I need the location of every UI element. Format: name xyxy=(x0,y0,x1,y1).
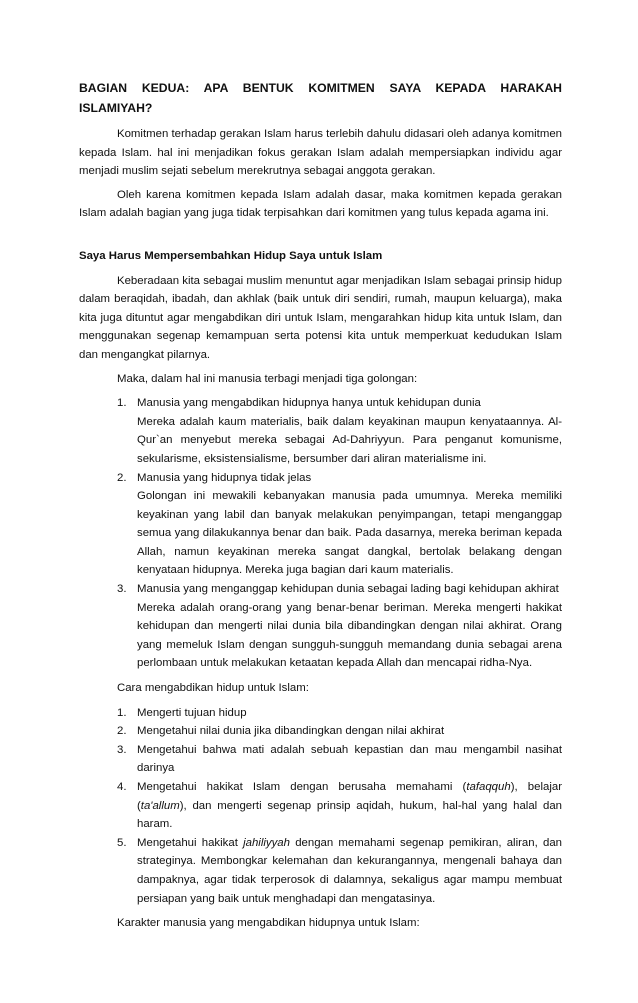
list-number: 2. xyxy=(117,471,127,484)
chapter-title: BAGIAN KEDUA: APA BENTUK KOMITMEN SAYA KEPADA HARAKAH ISLAMIYAH? xyxy=(79,81,562,115)
group-description: Mereka adalah kaum materialis, baik dalam keyakinan maupun kenyataannya. Al-Qur`an menyebut mereka sebagai Ad-Dahriyyun. Para penganut komunisme, sekularisme, eksistensialisme, bersumber dari aliran materialisme ini. xyxy=(137,415,562,465)
list-number: 1. xyxy=(117,706,127,719)
list-item xyxy=(79,778,562,834)
groups-list xyxy=(79,394,562,673)
way-text: Mengerti tujuan hidup xyxy=(137,706,247,719)
way-text-part: Mengetahui hakikat Islam dengan berusaha memahami ( xyxy=(137,781,467,793)
list-item xyxy=(79,704,562,723)
intro-paragraph-2: Oleh karena komitmen kepada Islam adalah dasar, maka komitmen kepada gerakan Islam adalah bagian yang juga tidak terpisahkan dari komitmen yang tulus kepada agama ini. xyxy=(79,188,562,220)
group-title: Manusia yang hidupnya tidak jelas xyxy=(137,471,312,484)
term-jahiliyyah: jahiliyyah xyxy=(243,836,290,849)
ways-lead: Cara mengabdikan hidup untuk Islam: xyxy=(117,682,309,695)
list-item xyxy=(79,722,562,741)
section-heading: Saya Harus Mempersembahkan Hidup Saya untuk Islam xyxy=(79,249,383,262)
group-description: Mereka adalah orang-orang yang benar-benar beriman. Mereka mengerti hakikat kehidupan dan mengerti nilai dunia bila dibandingkan dengan nilai akhirat. Orang yang memeluk Islam dengan sungguh-sungguh memandang dunia sebagai arena perlombaan untuk melakukan ketaatan kepada Allah dan mencapai ridha-Nya. xyxy=(137,601,562,670)
list-item xyxy=(79,469,562,581)
groups-lead: Maka, dalam hal ini manusia terbagi menjadi tiga golongan: xyxy=(117,372,418,385)
group-title: Manusia yang menganggap kehidupan dunia sebagai lading bagi kehidupan akhirat xyxy=(137,583,559,596)
list-item xyxy=(79,394,562,468)
list-number: 3. xyxy=(117,743,127,756)
way-text-part: ), dan mengerti segenap prinsip aqidah, hukum, hal-hal yang halal dan haram. xyxy=(137,799,562,831)
intro-paragraph-1: Komitmen terhadap gerakan Islam harus terlebih dahulu didasari oleh adanya komitmen kepada Islam. hal ini menjadikan fokus gerakan Islam adalah mempersiapkan individu agar menjadi muslim sejati sebelum merekrutnya sebagai anggota gerakan. xyxy=(79,128,562,178)
list-number: 2. xyxy=(117,725,127,738)
list-number: 5. xyxy=(117,836,127,849)
list-item xyxy=(79,580,562,673)
way-text: Mengetahui bahwa mati adalah sebuah kepastian dan mau mengambil nasihat darinya xyxy=(137,743,562,775)
list-number: 4. xyxy=(117,781,127,793)
list-item xyxy=(79,834,562,908)
group-description: Golongan ini mewakili kebanyakan manusia pada umumnya. Mereka memiliki keyakinan yang labil dan banyak melakukan penyimpangan, tetapi menganggap semua yang dilakukannya benar dan baik. Pada dasarnya, mereka beriman kepada Allah, namun keyakinan mereka sangat dangkal, bertolak belakang dengan kenyataan hidupnya. Mereka juga bagian dari kaum materialis. xyxy=(137,490,562,577)
way-text-part: dengan memahami segenap pemikiran, aliran, dan strateginya. Membongkar kelemahan dan kekurangannya, mengenali bahaya dan dampaknya, agar tidak terperosok di dalamnya, sekaligus agar mampu membuat persiapan yang baik untuk menghadapi dan mengatasinya. xyxy=(137,836,562,905)
term-taallum: ta'allum xyxy=(140,799,180,812)
list-number: 1. xyxy=(117,397,127,410)
section-paragraph: Keberadaan kita sebagai muslim menuntut agar menjadikan Islam sebagai prinsip hidup dalam beraqidah, ibadah, dan akhlak (baik untuk diri sendiri, rumah, maupun keluarga), maka kita juga dituntut agar mengabdikan diri untuk Islam, mengarahkan hidup kita untuk Islam, dan menggunakan segenap kemampuan serta potensi kita untuk memperkuat kedudukan Islam dan mengangkat pilarnya. xyxy=(79,274,562,361)
ways-list xyxy=(79,704,562,909)
character-lead: Karakter manusia yang mengabdikan hidupnya untuk Islam: xyxy=(117,917,420,930)
way-text: Mengetahui nilai dunia jika dibandingkan dengan nilai akhirat xyxy=(137,725,445,738)
document-page xyxy=(79,78,562,939)
way-text-part: Mengetahui hakikat xyxy=(137,836,244,849)
group-title: Manusia yang mengabdikan hidupnya hanya untuk kehidupan dunia xyxy=(137,397,481,410)
way-text-part: ), belajar ( xyxy=(137,781,562,812)
term-tafaqquh: tafaqquh xyxy=(466,781,511,793)
list-item xyxy=(79,741,562,778)
list-number: 3. xyxy=(117,583,127,596)
